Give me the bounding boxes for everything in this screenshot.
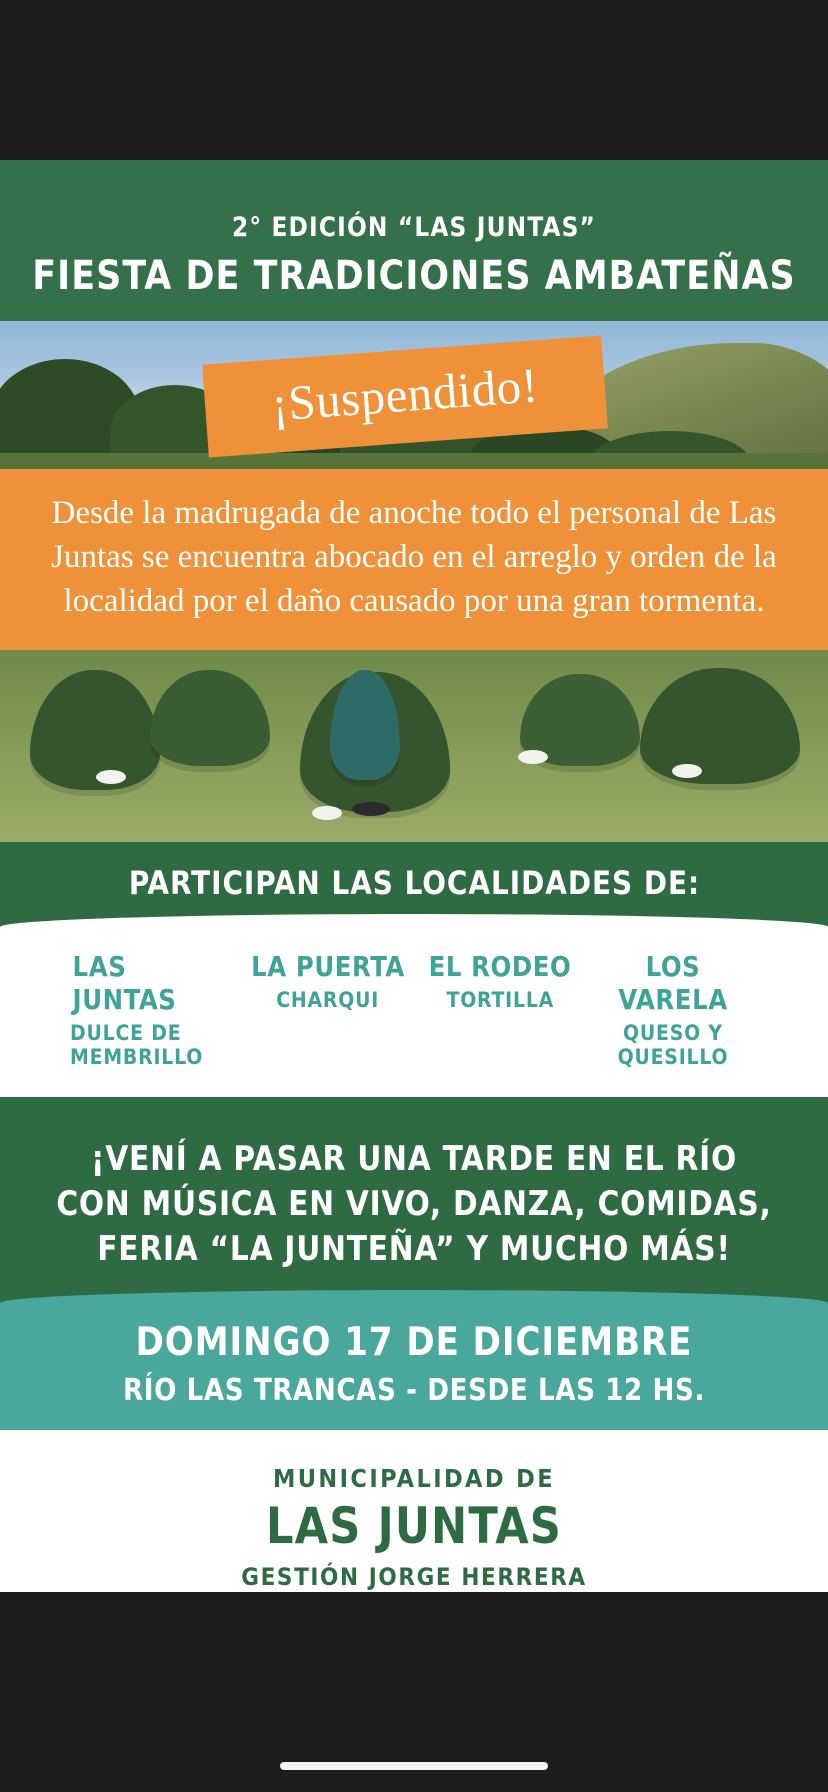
invitation-line-2: CON MÚSICA EN VIVO, DANZA, COMIDAS, [56,1183,772,1224]
suspension-message: Desde la madrugada de anoche todo el personal de Las Juntas se encuentra abocado en el arreglo y orden de la localidad por el daño causado por una gran tormenta. [51,495,777,620]
event-date: DOMINGO 17 DE DICIEMBRE [135,1319,693,1365]
invitation-line-3: FERIA “LA JUNTEÑA” Y MUCHO MÁS! [97,1228,731,1269]
event-location-time: RÍO LAS TRANCAS - DESDE LAS 12 HS. [123,1372,705,1408]
wave-divider-top [0,914,828,940]
dancer-skirt [30,670,160,790]
poster-header [0,160,828,321]
poster-title: FIESTA DE TRADICIONES AMBATEÑAS [32,253,796,299]
wave-divider-bottom [0,1097,828,1125]
locality-food: CHARQUI [276,987,380,1012]
date-wave-divider [0,1290,828,1316]
suspension-message-block [0,469,828,650]
locality-name: LA PUERTA [250,949,405,983]
locality-item [70,950,240,1069]
edition-label: 2° EDICIÓN “LAS JUNTAS” [231,212,597,243]
invitation-block [0,1111,828,1302]
dancer-shoe [518,750,548,764]
locality-item [243,950,413,1012]
dancer-skirt [640,668,800,784]
locality-item [415,950,585,1012]
municipality-label: MUNICIPALIDAD DE [272,1463,555,1493]
home-indicator[interactable] [280,1762,548,1770]
localities-block [0,940,828,1097]
locality-name: LOS VARELA [618,949,728,1016]
participants-heading: PARTICIPAN LAS LOCALIDADES DE: [128,863,700,902]
dancers-photo [0,650,828,842]
dancer-shoe [672,764,702,778]
date-block [0,1316,828,1430]
dancer-shoe [352,802,390,816]
locality-food: TORTILLA [446,987,555,1012]
locality-food: QUESO Y QUESILLO [617,1020,729,1069]
localities-row [14,950,814,1069]
municipality-name: LAS JUNTAS [265,1496,563,1555]
event-poster [0,160,828,1592]
locality-food: DULCE DE MEMBRILLO [70,1020,204,1069]
dancer-shoe [312,806,342,820]
municipality-gestion: GESTIÓN JORGE HERRERA [241,1562,587,1591]
locality-name: EL RODEO [428,949,572,983]
grass-strip [0,453,828,469]
dancer-skirt [150,670,270,766]
municipality-footer [0,1430,828,1592]
invitation-line-1: ¡VENÍ A PASAR UNA TARDE EN EL RÍO [90,1138,737,1179]
locality-name: LAS JUNTAS [72,949,177,1016]
suspended-label: ¡Suspendido! [269,357,541,432]
locality-item [588,950,758,1069]
dancer-shoe [96,770,126,784]
